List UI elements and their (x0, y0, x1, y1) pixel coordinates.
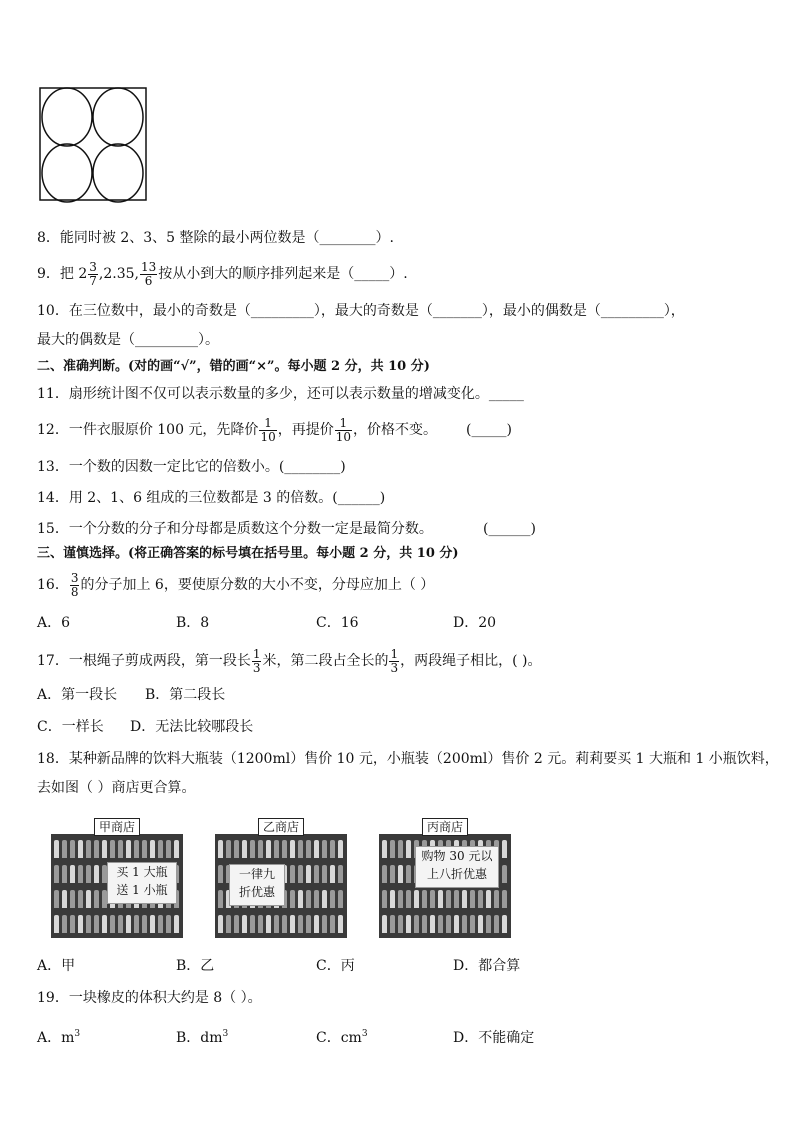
bottle (70, 840, 75, 858)
bottle (70, 915, 75, 933)
q12-part-a: 12．一件衣服原价 100 元，先降价 (37, 422, 259, 438)
store-sign: 乙商店 (258, 818, 304, 836)
q17-option-c[interactable]: C．一样长 (37, 719, 104, 735)
q18-option-b[interactable]: B．乙 (176, 958, 215, 974)
store-picture-yi (215, 818, 347, 938)
poster-line-2: 送 1 小瓶 (116, 883, 168, 897)
q17-option-a[interactable]: A．第一段长 (37, 687, 118, 703)
bottle (62, 915, 67, 933)
fraction-denominator: 10 (335, 429, 351, 444)
bottle (486, 915, 491, 933)
bottle (218, 840, 223, 858)
superscript: 3 (74, 1029, 81, 1039)
bottle (70, 890, 75, 908)
bottle (382, 840, 387, 858)
fraction-1-10 (335, 417, 352, 444)
bottle (274, 840, 279, 858)
bottle (414, 915, 419, 933)
q16-option-a[interactable]: A．6 (37, 615, 71, 631)
bottle (274, 915, 279, 933)
bottle (86, 890, 91, 908)
question-10-line-2: 最大的偶数是（_________）。 (37, 332, 219, 348)
fraction-denominator: 3 (390, 660, 399, 675)
section-2-title: 二、准确判断。(对的画“√”，错的画“×”。每小题 2 分，共 10 分) (37, 359, 430, 374)
q12-part-c: ，价格不变。 (353, 422, 437, 438)
bottle (266, 840, 271, 858)
q18-option-d[interactable]: D．都合算 (453, 958, 521, 974)
bottle (486, 890, 491, 908)
bottle (306, 840, 311, 858)
bottle (166, 915, 171, 933)
bottle (298, 865, 303, 883)
bottle (306, 865, 311, 883)
fraction-1-3 (389, 648, 399, 675)
bottle (174, 840, 179, 858)
q16-prefix: 16． (37, 577, 69, 593)
store-sign: 丙商店 (422, 818, 468, 836)
fraction-1-3 (252, 648, 262, 675)
q16-text: 的分子加上 6，要使原分数的大小不变，分母应加上（ ） (80, 577, 435, 593)
bottle (478, 890, 483, 908)
q17-part-a: 17．一根绳子剪成两段，第一段长 (37, 653, 251, 669)
poster-line-1: 购物 30 元以 (421, 849, 493, 863)
bottle (158, 915, 163, 933)
bottle (62, 890, 67, 908)
bottle (226, 840, 231, 858)
q18-option-c[interactable]: C．丙 (316, 958, 355, 974)
fraction-numerator: 1 (259, 417, 276, 431)
bottle (78, 840, 83, 858)
bottle (54, 865, 59, 883)
question-18-line-1: 18．某种新品牌的饮料大瓶装（1200ml）售价 10 元，小瓶装（200ml）售价 2 元。莉莉要买 1 大瓶和 1 小瓶饮料， (37, 751, 779, 767)
bottle (126, 915, 131, 933)
bottle (494, 915, 499, 933)
bottle (454, 915, 459, 933)
bottle (502, 915, 507, 933)
bottle (502, 840, 507, 858)
bottle (118, 840, 123, 858)
store-poster (107, 862, 177, 904)
bottle (406, 865, 411, 883)
bottle (322, 840, 327, 858)
bottle (398, 865, 403, 883)
question-15: 15．一个分数的分子和分母都是质数这个分数一定是最简分数。 (37, 521, 433, 537)
question-19: 19．一块橡皮的体积大约是 8（ ）。 (37, 990, 262, 1006)
question-12 (37, 411, 437, 449)
q16-option-b[interactable]: B．8 (176, 615, 210, 631)
bottle (290, 890, 295, 908)
q12-part-b: ，再提价 (277, 422, 334, 438)
bottle (406, 890, 411, 908)
bottle (290, 840, 295, 858)
bottle (430, 915, 435, 933)
bottle (338, 840, 343, 858)
bottle (226, 915, 231, 933)
bottle (218, 865, 223, 883)
bottle (142, 840, 147, 858)
bottle (102, 840, 107, 858)
bottle (282, 840, 287, 858)
bottle (390, 865, 395, 883)
question-10-line-1: 10．在三位数中，最小的奇数是（_________），最大的奇数是（_______），最小的偶数是（_________）， (37, 303, 685, 319)
q19-option-b[interactable] (176, 1025, 228, 1047)
bottle (438, 890, 443, 908)
bottle (298, 915, 303, 933)
bottle (242, 915, 247, 933)
superscript: 3 (361, 1029, 368, 1039)
bottle (406, 915, 411, 933)
bottle (166, 840, 171, 858)
bottle (142, 915, 147, 933)
bottle (54, 890, 59, 908)
bottle (174, 915, 179, 933)
bottle (102, 915, 107, 933)
bottle (438, 915, 443, 933)
fraction-denominator: 6 (144, 273, 153, 288)
bottle (242, 840, 247, 858)
bottle (330, 915, 335, 933)
q9-suffix: 按从小到大的顺序排列起来是（_____）. (158, 266, 408, 282)
bottle (298, 890, 303, 908)
bottle (478, 915, 483, 933)
bottle (398, 890, 403, 908)
bottle (414, 890, 419, 908)
bottle (330, 890, 335, 908)
store-poster (415, 846, 499, 888)
bottle (258, 840, 263, 858)
option-label: C．cm (316, 1030, 362, 1046)
bottle (110, 915, 115, 933)
bottle (314, 840, 319, 858)
question-13: 13．一个数的因数一定比它的倍数小。(________) (37, 459, 346, 475)
bottle (462, 915, 467, 933)
bottle (390, 890, 395, 908)
bottle (234, 915, 239, 933)
q18-option-a[interactable]: A．甲 (37, 958, 76, 974)
q19-option-d[interactable] (453, 1025, 534, 1047)
bottle (422, 890, 427, 908)
q9-mid: ,2.35, (98, 266, 139, 282)
q17-part-c: ，两段绳子相比，( )。 (400, 653, 542, 669)
bottle (322, 915, 327, 933)
bottle (118, 915, 123, 933)
bottle (150, 915, 155, 933)
bottle (398, 840, 403, 858)
bottle (390, 915, 395, 933)
question-17 (37, 642, 541, 680)
bottle (290, 915, 295, 933)
bottle (258, 915, 263, 933)
bottle (406, 840, 411, 858)
bottle (314, 865, 319, 883)
bottle (94, 840, 99, 858)
fraction-1-10 (259, 417, 276, 444)
bottle (62, 865, 67, 883)
section-3-title: 三、谨慎选择。(将正确答案的标号填在括号里。每小题 2 分，共 10 分) (37, 546, 459, 561)
bottle (94, 890, 99, 908)
q19-option-c[interactable] (316, 1025, 368, 1047)
question-16 (37, 566, 434, 604)
bottle (78, 890, 83, 908)
q19-option-a[interactable] (37, 1025, 80, 1047)
question-8: 8．能同时被 2、3、5 整除的最小两位数是（________）. (37, 230, 394, 246)
poster-line-1: 买 1 大瓶 (116, 865, 168, 879)
bottle (218, 915, 223, 933)
bottle (382, 865, 387, 883)
poster-line-1: 一律九 (238, 867, 275, 881)
bottle (462, 890, 467, 908)
bottle (94, 865, 99, 883)
bottle (78, 915, 83, 933)
q17-option-b[interactable]: B．第二段长 (145, 687, 226, 703)
question-18-line-2: 去如图（ ）商店更合算。 (37, 780, 196, 796)
fraction-numerator: 1 (335, 417, 352, 431)
four-circles-figure (38, 86, 150, 204)
bottle (454, 890, 459, 908)
superscript: 3 (222, 1029, 229, 1039)
bottle (218, 890, 223, 908)
bottle (382, 915, 387, 933)
q17-option-d[interactable]: D．无法比较哪段长 (130, 719, 254, 735)
bottle (306, 890, 311, 908)
poster-line-2: 折优惠 (238, 885, 275, 899)
question-15-answer-paren: (______) (483, 521, 536, 537)
bottle (430, 890, 435, 908)
bottle (86, 915, 91, 933)
fraction-numerator: 3 (89, 259, 97, 274)
bottle (298, 840, 303, 858)
bottle (86, 840, 91, 858)
bottle (70, 865, 75, 883)
bottle (322, 890, 327, 908)
fraction-denominator: 3 (252, 660, 261, 675)
bottle (494, 890, 499, 908)
store-sign: 甲商店 (94, 818, 140, 836)
q9-prefix: 9．把 2 (37, 266, 88, 282)
bottle (422, 915, 427, 933)
store-poster (229, 864, 285, 906)
fraction-3-8 (70, 572, 80, 599)
question-9 (37, 256, 408, 292)
bottle (322, 865, 327, 883)
bottle (110, 840, 115, 858)
bottle (446, 890, 451, 908)
q17-part-b: 米，第二段占全长的 (262, 653, 389, 669)
poster-line-2: 上八折优惠 (426, 867, 487, 881)
option-label: D．不能确定 (453, 1030, 535, 1046)
bottle (330, 840, 335, 858)
bottle (134, 840, 139, 858)
fraction-denominator: 8 (70, 584, 79, 599)
bottle (86, 865, 91, 883)
q16-option-d[interactable]: D．20 (453, 615, 497, 631)
bottle (126, 840, 131, 858)
q16-option-c[interactable]: C．16 (316, 615, 359, 631)
bottle (502, 865, 507, 883)
question-12-answer-paren: (_____) (466, 422, 512, 438)
bottle (234, 840, 239, 858)
fraction-13-6 (140, 261, 157, 288)
bottle (266, 915, 271, 933)
bottle (338, 915, 343, 933)
bottle (78, 865, 83, 883)
bottle (330, 865, 335, 883)
fraction-numerator: 1 (390, 646, 399, 661)
bottle (382, 890, 387, 908)
bottle (54, 840, 59, 858)
bottle (314, 915, 319, 933)
bottle (158, 840, 163, 858)
bottle (290, 865, 295, 883)
bottle (502, 890, 507, 908)
bottle (250, 840, 255, 858)
bottle (54, 915, 59, 933)
fraction-numerator: 3 (70, 570, 79, 585)
bottle (446, 915, 451, 933)
bottle (134, 915, 139, 933)
bottle (62, 840, 67, 858)
bottle (250, 915, 255, 933)
fraction-numerator: 1 (252, 646, 261, 661)
bottle (94, 915, 99, 933)
question-11: 11．扇形统计图不仅可以表示数量的多少，还可以表示数量的增减变化。_____ (37, 386, 524, 402)
bottle (314, 890, 319, 908)
option-label: A．m (37, 1030, 75, 1046)
bottle (338, 890, 343, 908)
bottle (470, 915, 475, 933)
option-label: B．dm (176, 1030, 223, 1046)
fraction-denominator: 10 (260, 429, 276, 444)
bottle (282, 915, 287, 933)
bottle (306, 915, 311, 933)
bottle (398, 915, 403, 933)
fraction-3-7 (88, 261, 98, 288)
bottle (150, 840, 155, 858)
store-picture-bing (379, 818, 511, 938)
bottle (338, 865, 343, 883)
fraction-numerator: 13 (140, 259, 157, 274)
fraction-denominator: 7 (89, 273, 97, 288)
question-14: 14．用 2、1、6 组成的三位数都是 3 的倍数。(______) (37, 490, 386, 506)
store-picture-jia (51, 818, 183, 938)
bottle (390, 840, 395, 858)
bottle (470, 890, 475, 908)
